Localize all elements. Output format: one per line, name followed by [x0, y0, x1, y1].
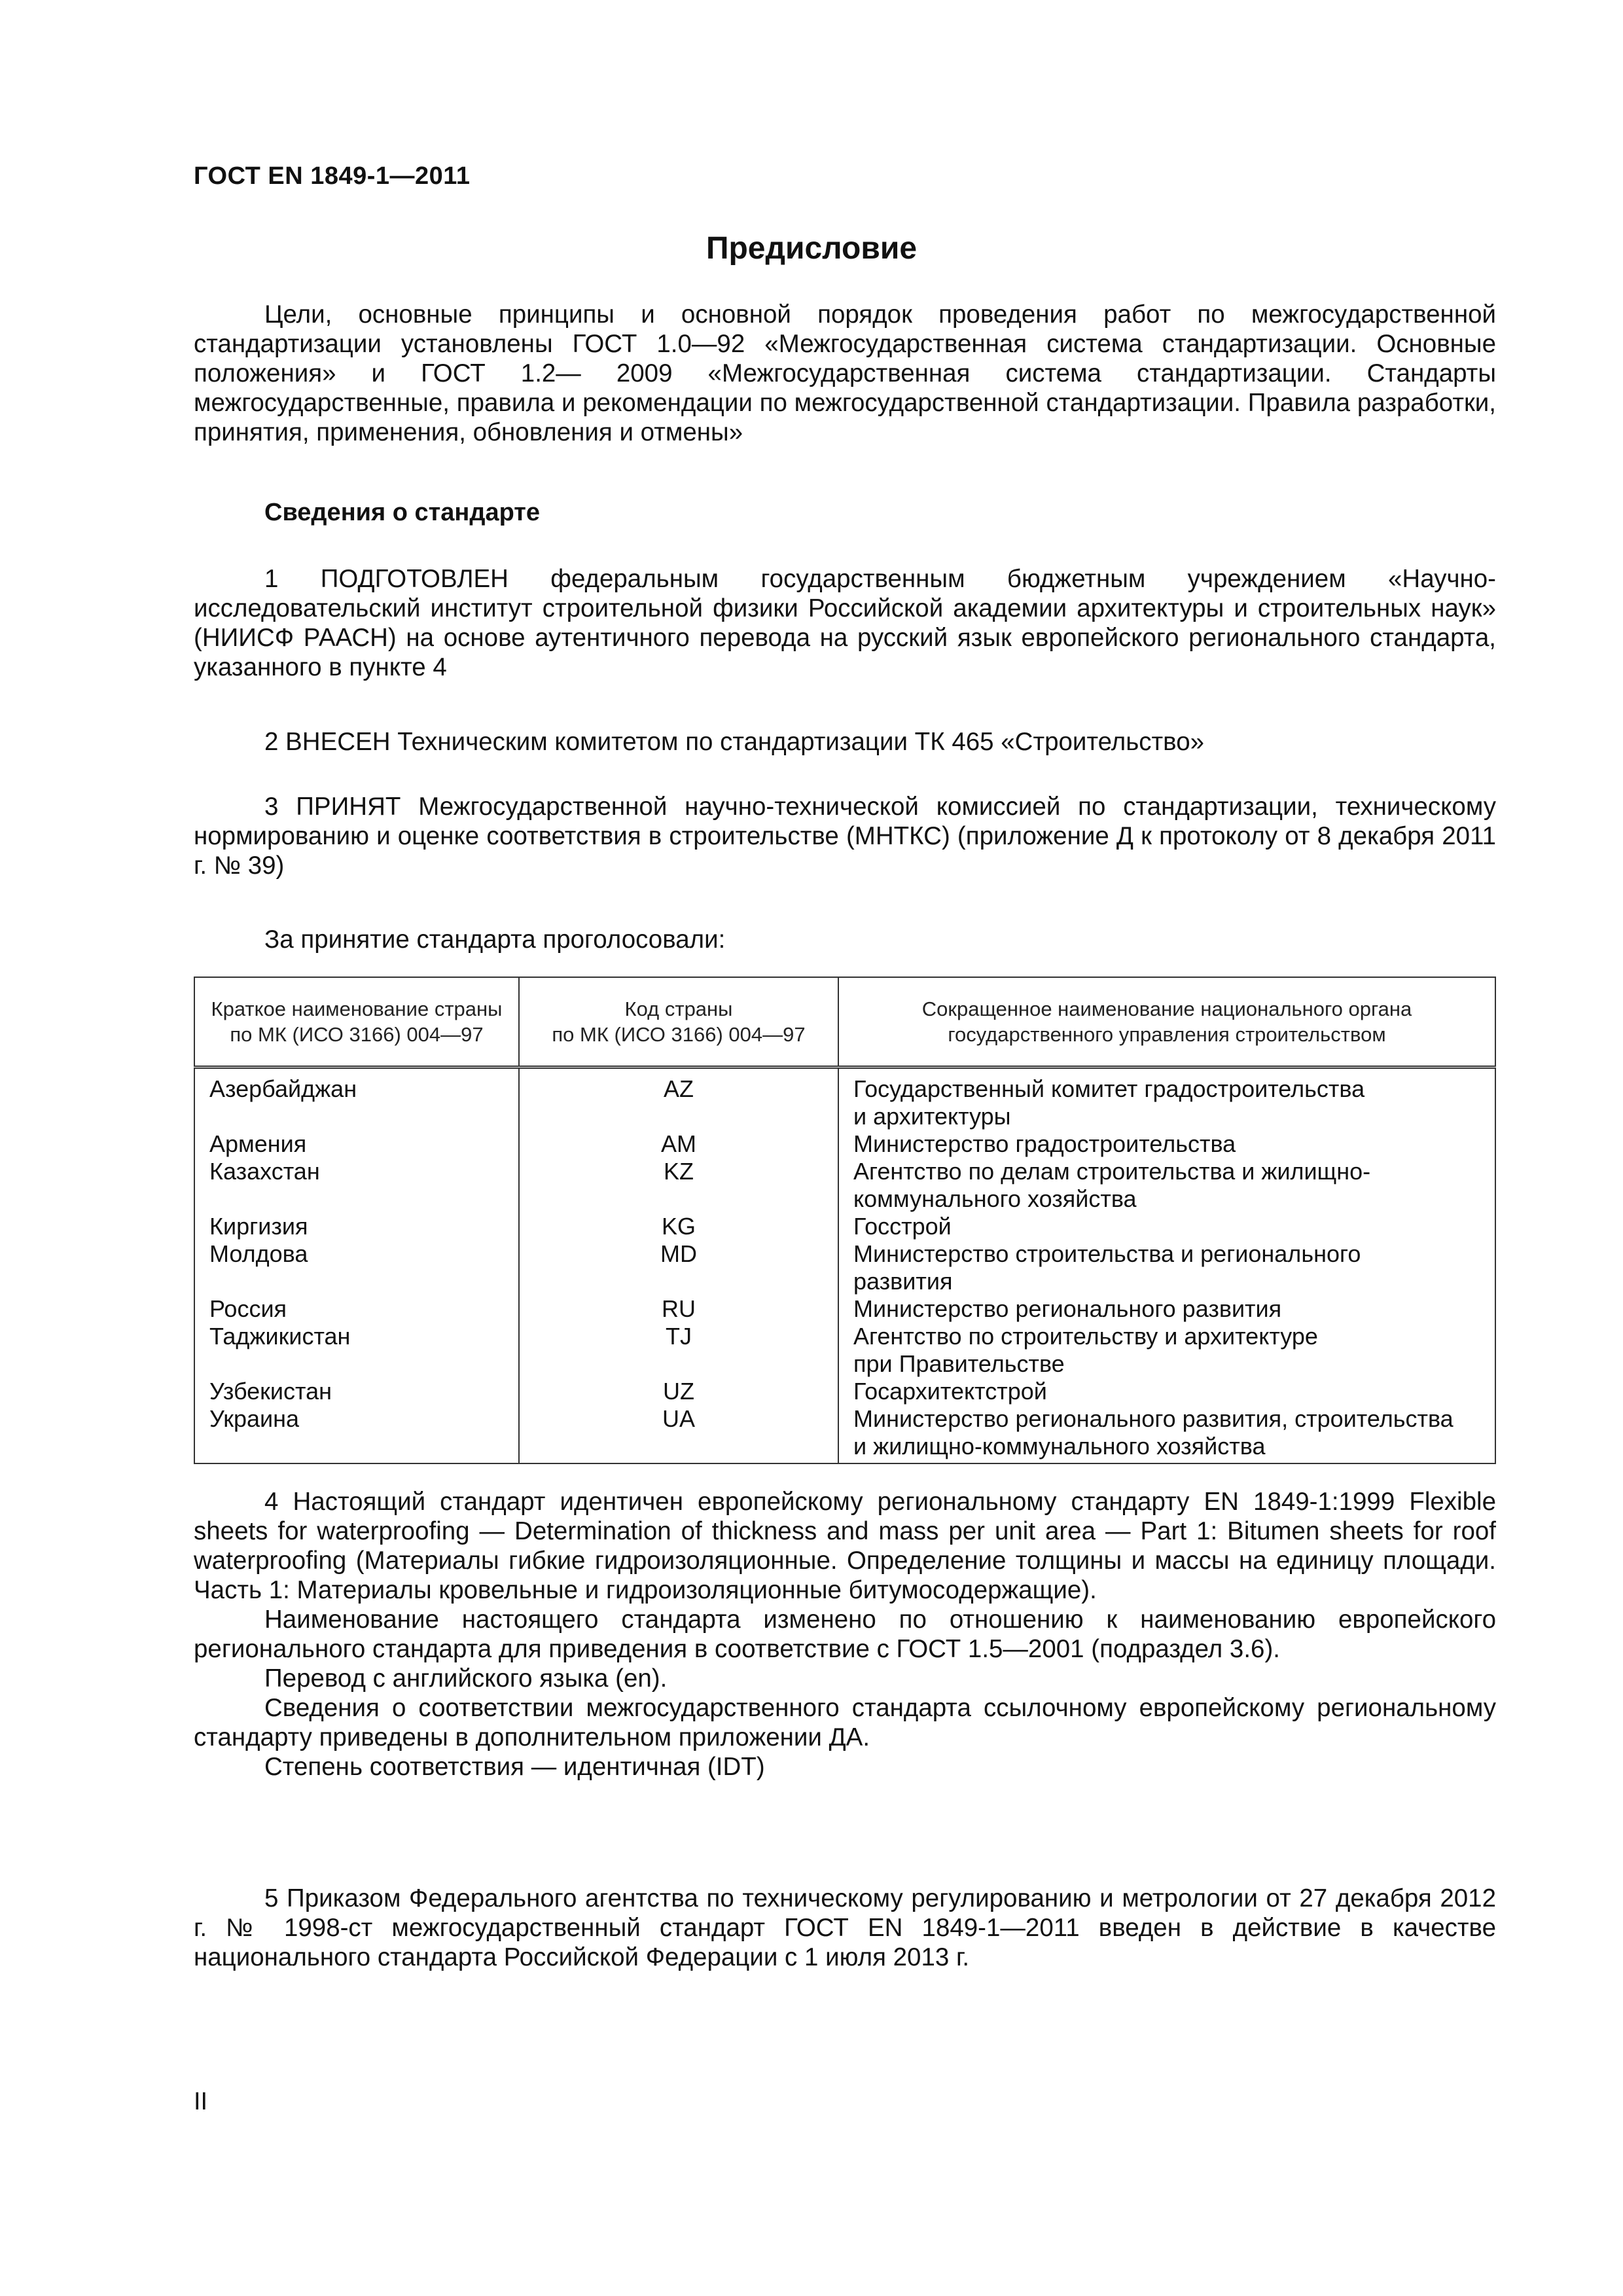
- running-header: ГОСТ EN 1849-1—2011: [194, 162, 471, 190]
- item-2-paragraph: 2 ВНЕСЕН Техническим комитетом по стандартизации ТК 465 «Строительство»: [264, 728, 1205, 756]
- body-cell: Министерство градостроительства: [838, 1130, 1495, 1158]
- section-heading: Сведения о стандарте: [264, 499, 541, 526]
- body-line1: Государственный комитет градостроительства: [853, 1075, 1365, 1102]
- country-cell: Таджикистан: [194, 1323, 519, 1378]
- code-cell: AM: [519, 1130, 838, 1158]
- table-row: [194, 1067, 1495, 1131]
- header-code: [519, 977, 838, 1067]
- header-body: [838, 977, 1495, 1067]
- country-cell: Украина: [194, 1405, 519, 1463]
- item-4-section: [194, 1487, 1496, 1782]
- header-country-line2: по МК (ИСО 3166) 004—97: [230, 1023, 484, 1046]
- body-cell: [838, 1323, 1495, 1378]
- voted-intro: За принятие стандарта проголосовали:: [264, 925, 726, 954]
- intro-paragraph: Цели, основные принципы и основной порядок проведения работ по межгосударственной стандартизации установлены ГОСТ 1.0—92 «Межгосударственная система стандартизации. Основные положения» и ГОСТ 1.2— 2009 «Межгосударственная система стандартизации. Стандарты межгосударственные, правила и рекомендации по межгосударственной стандартизации. Правила разработки, принятия, применения, обновления и отмены»: [194, 300, 1496, 446]
- item-5-section: [194, 1884, 1496, 1972]
- country-cell: Азербайджан: [194, 1067, 519, 1131]
- table-row: [194, 1240, 1495, 1295]
- body-line2: развития: [853, 1268, 953, 1295]
- body-line1: Агентство по строительству и архитектуре: [853, 1323, 1318, 1350]
- item-4-paragraph-2: Наименование настоящего стандарта изменено по отношению к наименованию европейского регионального стандарта для приведения в соответствие с ГОСТ 1.5—2001 (подраздел 3.6).: [194, 1605, 1496, 1663]
- body-line1: Министерство регионального развития, строительства: [853, 1405, 1454, 1432]
- country-cell: Армения: [194, 1130, 519, 1158]
- country-cell: Казахстан: [194, 1158, 519, 1213]
- page-title: Предисловие: [705, 231, 918, 266]
- item-4-paragraph-1: 4 Настоящий стандарт идентичен европейскому региональному стандарту EN 1849-1:1999 Flexible sheets for waterproofing — Determination of thickness and mass per unit area — Part 1: Bitumen sheets for roof waterproofing (Материалы гибкие гидроизоляционные. Определение толщины и массы на единицу площади. Часть 1: Материалы кровельные и гидроизоляционные битумосодержащие).: [194, 1488, 1496, 1604]
- code-cell: TJ: [519, 1323, 838, 1378]
- body-cell: [838, 1158, 1495, 1213]
- body-cell: Госархитектстрой: [838, 1378, 1495, 1405]
- country-cell: Узбекистан: [194, 1378, 519, 1405]
- table-header-row: [194, 977, 1495, 1067]
- country-cell: Россия: [194, 1295, 519, 1323]
- code-cell: RU: [519, 1295, 838, 1323]
- item-2-section: [194, 727, 1496, 757]
- code-cell: UZ: [519, 1378, 838, 1405]
- item-4-paragraph-5: Степень соответствия — идентичная (IDT): [264, 1753, 765, 1781]
- code-cell: KG: [519, 1213, 838, 1240]
- table-row: [194, 1378, 1495, 1405]
- code-cell: MD: [519, 1240, 838, 1295]
- page-number: II: [194, 2088, 208, 2115]
- item-3-paragraph: 3 ПРИНЯТ Межгосударственной научно-технической комиссией по стандартизации, техническому нормированию и оценке соответствия в строительстве (МНТКС) (приложение Д к протоколу от 8 декабря 2011 г. № 39): [194, 793, 1496, 880]
- body-line2: и архитектуры: [853, 1103, 1011, 1130]
- body-cell: [838, 1240, 1495, 1295]
- table-row: [194, 1405, 1495, 1463]
- table-row: [194, 1158, 1495, 1213]
- table-row: [194, 1213, 1495, 1240]
- item-4-paragraph-3: Перевод с английского языка (en).: [264, 1664, 668, 1693]
- country-cell: Молдова: [194, 1240, 519, 1295]
- body-cell: [838, 1067, 1495, 1131]
- code-cell: KZ: [519, 1158, 838, 1213]
- intro-section: [194, 300, 1496, 447]
- header-body-line2: государственного управления строительством: [948, 1023, 1386, 1046]
- body-cell: [838, 1405, 1495, 1463]
- header-body-line1: Сокращенное наименование национального органа: [921, 997, 1412, 1020]
- item-4-paragraph-4: Сведения о соответствии межгосударственного стандарта ссылочному европейскому региональному стандарту приведены в дополнительном приложении ДА.: [194, 1694, 1496, 1751]
- header-country: [194, 977, 519, 1067]
- body-line2: и жилищно-коммунального хозяйства: [853, 1433, 1266, 1460]
- item-5-paragraph: 5 Приказом Федерального агентства по техническому регулированию и метрологии от 27 декабря 2012 г. № 1998-ст межгосударственный стандарт ГОСТ EN 1849-1—2011 введен в действие в качестве национального стандарта Российской Федерации с 1 июля 2013 г.: [194, 1884, 1496, 1971]
- code-cell: UA: [519, 1405, 838, 1463]
- body-line2: коммунального хозяйства: [853, 1185, 1137, 1212]
- country-cell: Киргизия: [194, 1213, 519, 1240]
- table-row: [194, 1323, 1495, 1378]
- body-line1: Министерство строительства и регионального: [853, 1240, 1361, 1267]
- header-country-line1: Краткое наименование страны: [211, 997, 503, 1020]
- item-3-section: [194, 792, 1496, 880]
- table-row: [194, 1295, 1495, 1323]
- code-cell: AZ: [519, 1067, 838, 1131]
- header-code-line2: по МК (ИСО 3166) 004—97: [552, 1023, 806, 1046]
- voting-countries-table: [194, 977, 1496, 1464]
- header-code-line1: Код страны: [624, 997, 733, 1020]
- voted-intro-section: [194, 925, 1496, 954]
- item-1-paragraph: 1 ПОДГОТОВЛЕН федеральным государственным бюджетным учреждением «Научно-исследовательский институт строительной физики Российской академии архитектуры и строительных наук» (НИИСФ РААСН) на основе аутентичного перевода на русский язык европейского регионального стандарта, указанного в пункте 4: [194, 565, 1496, 681]
- body-line2: при Правительстве: [853, 1350, 1065, 1377]
- body-line1: Агентство по делам строительства и жилищно-: [853, 1158, 1371, 1185]
- table-row: [194, 1130, 1495, 1158]
- item-1-section: [194, 564, 1496, 682]
- body-cell: Министерство регионального развития: [838, 1295, 1495, 1323]
- body-cell: Госстрой: [838, 1213, 1495, 1240]
